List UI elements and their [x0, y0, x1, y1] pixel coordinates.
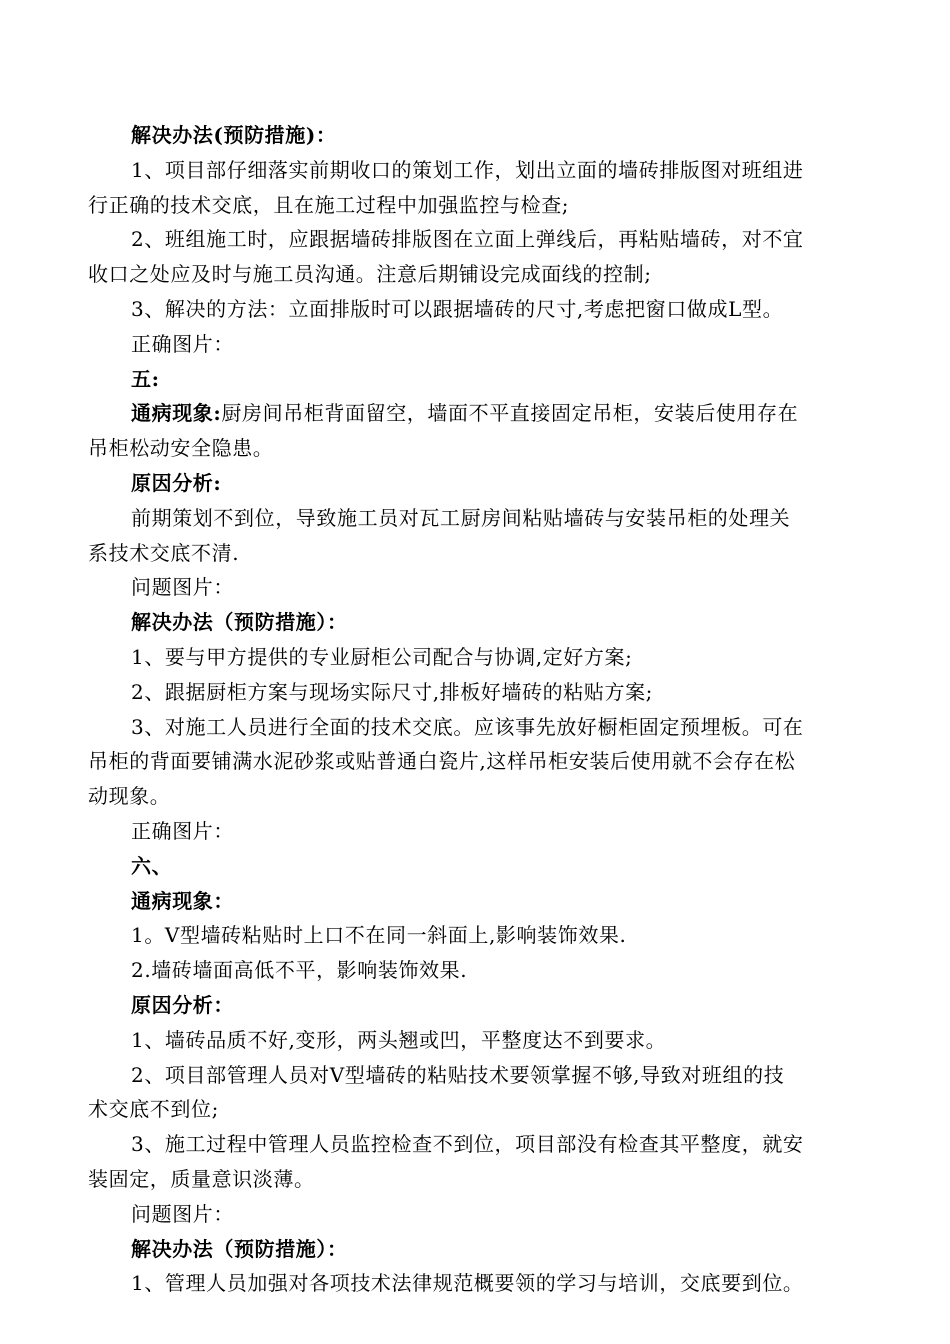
text-line: 1、项目部仔细落实前期收口的策划工作，划出立面的墙砖排版图对班组进	[131, 157, 804, 182]
text-line: 2、班组施工时，应跟据墙砖排版图在立面上弹线后，再粘贴墙砖，对不宜	[131, 227, 804, 252]
line-heading: 通病现象:	[131, 401, 222, 426]
text-line: 通病现象：	[131, 888, 234, 913]
text-line: 1、要与甲方提供的专业厨柜公司配合与协调,定好方案;	[131, 644, 633, 669]
text-line: 2.墙砖墙面高低不平，影响装饰效果.	[131, 958, 468, 983]
text-line: 3、对施工人员进行全面的技术交底。应该事先放好橱柜固定预埋板。可在	[131, 714, 804, 739]
text-line: 术交底不到位;	[88, 1097, 219, 1122]
text-line: 动现象。	[88, 784, 171, 809]
text-line: 1、墙砖品质不好,变形，两头翘或凹，平整度达不到要求。	[131, 1027, 667, 1052]
text-line: 1。V型墙砖粘贴时上口不在同一斜面上,影响装饰效果.	[131, 923, 627, 948]
text-line	[88, 396, 860, 431]
text-line: 原因分析:	[131, 470, 222, 495]
text-line: 前期策划不到位，导致施工员对瓦工厨房间粘贴墙砖与安装吊柜的处理关	[131, 505, 791, 530]
text-line: 五:	[131, 366, 160, 391]
text-line: 解决办法(预防措施)：	[131, 123, 337, 147]
text-line: 正确图片：	[131, 331, 234, 356]
text-line: 六、	[131, 853, 173, 878]
text-line: 系技术交底不清.	[88, 540, 240, 565]
text-line: 吊柜的背面要铺满水泥砂浆或贴普通白瓷片,这样吊柜安装后使用就不会存在松	[88, 749, 796, 774]
document-body	[88, 118, 860, 1301]
text-line: 收口之处应及时与施工员沟通。注意后期铺设完成面线的控制;	[88, 262, 652, 287]
text-line: 1、管理人员加强对各项技术法律规范概要领的学习与培训，交底要到位。	[131, 1271, 804, 1296]
text-line: 问题图片：	[131, 575, 234, 600]
text-line: 2、跟据厨柜方案与现场实际尺寸,排板好墙砖的粘贴方案;	[131, 679, 654, 704]
text-line: 3、施工过程中管理人员监控检查不到位，项目部没有检查其平整度，就安	[131, 1132, 804, 1157]
text-line: 原因分析：	[131, 992, 234, 1017]
text-line: 装固定，质量意识淡薄。	[88, 1166, 315, 1191]
text-line: 解决办法（预防措施）：	[131, 610, 348, 635]
text-line: 行正确的技术交底，且在施工过程中加强监控与检查;	[88, 192, 570, 217]
text-line: 解决办法（预防措施）：	[131, 1236, 348, 1261]
text-line: 问题图片：	[131, 1201, 234, 1226]
text-line: 吊柜松动安全隐患。	[88, 436, 274, 461]
text-line: 2、项目部管理人员对V型墙砖的粘贴技术要领掌握不够,导致对班组的技	[131, 1062, 785, 1087]
text-line: 正确图片：	[131, 818, 234, 843]
line-content: 厨房间吊柜背面留空，墙面不平直接固定吊柜，安装后使用存在	[221, 401, 799, 426]
text-line: 3、解决的方法：立面排版时可以跟据墙砖的尺寸,考虑把窗口做成L型。	[131, 296, 784, 321]
